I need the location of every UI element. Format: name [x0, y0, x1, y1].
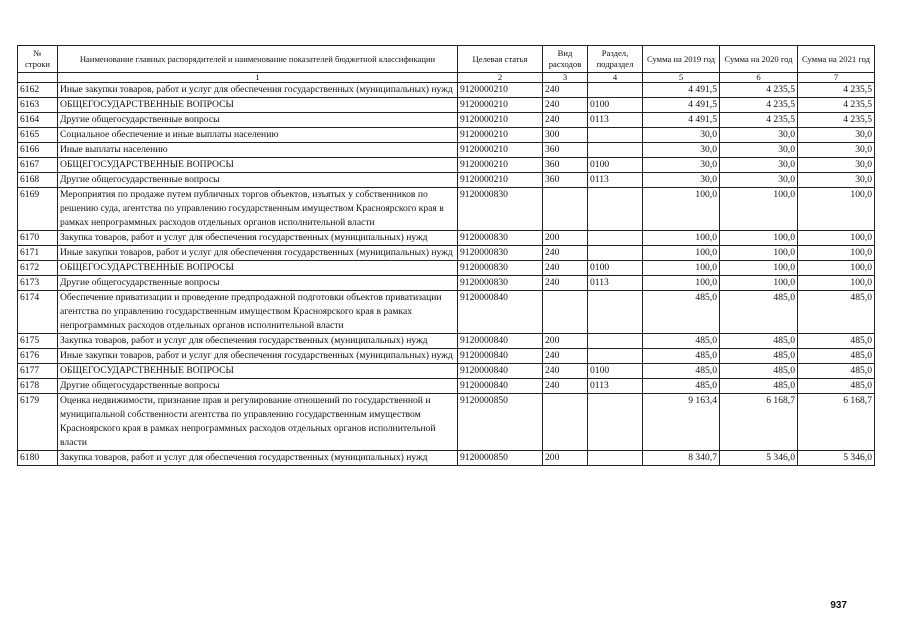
sum-2020: 4 235,5: [720, 83, 798, 98]
table-row: [18, 231, 875, 246]
sum-2019: 30,0: [643, 143, 720, 158]
section-code: [588, 451, 643, 466]
sum-2020: 485,0: [720, 334, 798, 349]
item-name: Социальное обеспечение и иные выплаты населению: [58, 128, 458, 143]
target-article: 9120000850: [458, 394, 543, 451]
sum-2019: 100,0: [643, 231, 720, 246]
target-article: 9120000830: [458, 231, 543, 246]
row-number: 6163: [18, 98, 58, 113]
section-code: [588, 291, 643, 334]
expense-type: 200: [543, 451, 588, 466]
sum-2020: 6 168,7: [720, 394, 798, 451]
sum-2021: 100,0: [798, 188, 875, 231]
sum-2020: 100,0: [720, 276, 798, 291]
target-article: 9120000830: [458, 261, 543, 276]
item-name: Закупка товаров, работ и услуг для обеспечения государственных (муниципальных) нужд: [58, 451, 458, 466]
header-sum-2021: Сумма на 2021 год: [798, 46, 875, 73]
row-number: 6166: [18, 143, 58, 158]
sum-2019: 100,0: [643, 188, 720, 231]
page-number: 937: [830, 600, 847, 611]
item-name: Другие общегосударственные вопросы: [58, 379, 458, 394]
sum-2021: 30,0: [798, 128, 875, 143]
sum-2019: 100,0: [643, 276, 720, 291]
sum-2021: 100,0: [798, 246, 875, 261]
table-row: [18, 143, 875, 158]
target-article: 9120000840: [458, 379, 543, 394]
item-name: Иные закупки товаров, работ и услуг для обеспечения государственных (муниципальных) нужд: [58, 83, 458, 98]
sum-2021: 485,0: [798, 334, 875, 349]
row-number: 6168: [18, 173, 58, 188]
expense-type: 200: [543, 231, 588, 246]
item-name: ОБЩЕГОСУДАРСТВЕННЫЕ ВОПРОСЫ: [58, 158, 458, 173]
target-article: 9120000210: [458, 113, 543, 128]
sum-2019: 4 491,5: [643, 98, 720, 113]
section-code: 0100: [588, 158, 643, 173]
table-row: [18, 334, 875, 349]
table-row: [18, 261, 875, 276]
sum-2021: 30,0: [798, 158, 875, 173]
sum-2019: 485,0: [643, 291, 720, 334]
expense-type: 360: [543, 173, 588, 188]
expense-type: [543, 188, 588, 231]
header-target-article: Целевая статья: [458, 46, 543, 73]
table-row: [18, 188, 875, 231]
header-index-cell: 6: [720, 73, 798, 83]
sum-2019: 485,0: [643, 334, 720, 349]
section-code: 0100: [588, 98, 643, 113]
sum-2019: 100,0: [643, 261, 720, 276]
sum-2021: 5 346,0: [798, 451, 875, 466]
header-index-cell: 1: [58, 73, 458, 83]
expense-type: 240: [543, 83, 588, 98]
sum-2019: 485,0: [643, 349, 720, 364]
item-name: Другие общегосударственные вопросы: [58, 173, 458, 188]
item-name: Мероприятия по продаже путем публичных торгов объектов, изъятых у собственников по решению суда, агентства по управлению государственным имуществом Красноярского края в рамках непрограммных расходов отдельных органов исполнительной власти: [58, 188, 458, 231]
sum-2021: 100,0: [798, 231, 875, 246]
sum-2020: 4 235,5: [720, 113, 798, 128]
header-expense-type: Вид расходов: [543, 46, 588, 73]
sum-2020: 5 346,0: [720, 451, 798, 466]
row-number: 6169: [18, 188, 58, 231]
section-code: [588, 143, 643, 158]
expense-type: 240: [543, 349, 588, 364]
table-row: [18, 158, 875, 173]
sum-2021: 4 235,5: [798, 83, 875, 98]
target-article: 9120000210: [458, 173, 543, 188]
sum-2021: 485,0: [798, 364, 875, 379]
sum-2019: 485,0: [643, 364, 720, 379]
row-number: 6179: [18, 394, 58, 451]
expense-type: 240: [543, 276, 588, 291]
table-row: [18, 276, 875, 291]
header-sum-2019: Сумма на 2019 год: [643, 46, 720, 73]
section-code: [588, 246, 643, 261]
table-row: [18, 451, 875, 466]
item-name: Другие общегосударственные вопросы: [58, 113, 458, 128]
section-code: [588, 128, 643, 143]
table-row: [18, 246, 875, 261]
section-code: [588, 349, 643, 364]
target-article: 9120000850: [458, 451, 543, 466]
sum-2021: 4 235,5: [798, 98, 875, 113]
table-row: [18, 291, 875, 334]
header-sum-2020: Сумма на 2020 год: [720, 46, 798, 73]
table-row: [18, 173, 875, 188]
item-name: ОБЩЕГОСУДАРСТВЕННЫЕ ВОПРОСЫ: [58, 364, 458, 379]
table-row: [18, 113, 875, 128]
expense-type: 240: [543, 261, 588, 276]
item-name: Иные закупки товаров, работ и услуг для обеспечения государственных (муниципальных) нужд: [58, 349, 458, 364]
item-name: Оценка недвижимости, признание прав и регулирование отношений по государственной и муниципальной собственности агентства по управлению государственным имуществом Красноярского края в рамках непрограммных расходов отдельных органов исполнительной власти: [58, 394, 458, 451]
section-code: 0113: [588, 173, 643, 188]
table-row: [18, 128, 875, 143]
section-code: [588, 188, 643, 231]
row-number: 6172: [18, 261, 58, 276]
section-code: 0100: [588, 261, 643, 276]
expense-type: 360: [543, 158, 588, 173]
header-index-cell: 3: [543, 73, 588, 83]
expense-type: 240: [543, 98, 588, 113]
row-number: 6173: [18, 276, 58, 291]
row-number: 6167: [18, 158, 58, 173]
item-name: Закупка товаров, работ и услуг для обеспечения государственных (муниципальных) нужд: [58, 334, 458, 349]
section-code: 0100: [588, 364, 643, 379]
sum-2020: 30,0: [720, 143, 798, 158]
expense-type: 200: [543, 334, 588, 349]
item-name: Иные закупки товаров, работ и услуг для обеспечения государственных (муниципальных) нужд: [58, 246, 458, 261]
header-index-cell: 5: [643, 73, 720, 83]
sum-2019: 4 491,5: [643, 113, 720, 128]
target-article: 9120000210: [458, 158, 543, 173]
sum-2021: 100,0: [798, 276, 875, 291]
target-article: 9120000840: [458, 334, 543, 349]
row-number: 6175: [18, 334, 58, 349]
sum-2021: 485,0: [798, 349, 875, 364]
sum-2020: 485,0: [720, 364, 798, 379]
target-article: 9120000830: [458, 276, 543, 291]
row-number: 6174: [18, 291, 58, 334]
table-row: [18, 83, 875, 98]
target-article: 9120000840: [458, 291, 543, 334]
header-section: Раздел, подраздел: [588, 46, 643, 73]
item-name: ОБЩЕГОСУДАРСТВЕННЫЕ ВОПРОСЫ: [58, 98, 458, 113]
expense-type: 240: [543, 246, 588, 261]
row-number: 6176: [18, 349, 58, 364]
sum-2019: 30,0: [643, 158, 720, 173]
header-index-cell: 2: [458, 73, 543, 83]
expense-type: 360: [543, 143, 588, 158]
item-name: Иные выплаты населению: [58, 143, 458, 158]
sum-2020: 100,0: [720, 231, 798, 246]
sum-2019: 4 491,5: [643, 83, 720, 98]
header-name: Наименование главных распорядителей и наименование показателей бюджетной классификации: [58, 46, 458, 73]
expense-type: 240: [543, 364, 588, 379]
section-code: [588, 394, 643, 451]
sum-2019: 30,0: [643, 173, 720, 188]
sum-2019: 485,0: [643, 379, 720, 394]
sum-2021: 485,0: [798, 291, 875, 334]
table-row: [18, 379, 875, 394]
sum-2021: 100,0: [798, 261, 875, 276]
sum-2020: 100,0: [720, 188, 798, 231]
target-article: 9120000830: [458, 246, 543, 261]
item-name: Закупка товаров, работ и услуг для обеспечения государственных (муниципальных) нужд: [58, 231, 458, 246]
target-article: 9120000830: [458, 188, 543, 231]
section-code: [588, 83, 643, 98]
item-name: ОБЩЕГОСУДАРСТВЕННЫЕ ВОПРОСЫ: [58, 261, 458, 276]
expense-type: [543, 291, 588, 334]
target-article: 9120000210: [458, 143, 543, 158]
sum-2021: 485,0: [798, 379, 875, 394]
sum-2021: 6 168,7: [798, 394, 875, 451]
item-name: Другие общегосударственные вопросы: [58, 276, 458, 291]
table-row: [18, 394, 875, 451]
section-code: [588, 334, 643, 349]
sum-2020: 30,0: [720, 158, 798, 173]
sum-2020: 4 235,5: [720, 98, 798, 113]
item-name: Обеспечение приватизации и проведение предпродажной подготовки объектов приватизации агентства по управлению государственным имуществом Красноярского края в рамках непрограммных расходов отдельных органов исполнительной власти: [58, 291, 458, 334]
target-article: 9120000840: [458, 364, 543, 379]
section-code: 0113: [588, 276, 643, 291]
row-number: 6165: [18, 128, 58, 143]
sum-2020: 100,0: [720, 246, 798, 261]
expense-type: 300: [543, 128, 588, 143]
row-number: 6171: [18, 246, 58, 261]
expense-type: 240: [543, 113, 588, 128]
target-article: 9120000210: [458, 98, 543, 113]
budget-table: [17, 45, 875, 466]
row-number: 6162: [18, 83, 58, 98]
section-code: 0113: [588, 113, 643, 128]
target-article: 9120000210: [458, 128, 543, 143]
sum-2019: 8 340,7: [643, 451, 720, 466]
row-number: 6178: [18, 379, 58, 394]
sum-2020: 30,0: [720, 128, 798, 143]
section-code: [588, 231, 643, 246]
sum-2020: 30,0: [720, 173, 798, 188]
table-row: [18, 364, 875, 379]
table-row: [18, 349, 875, 364]
sum-2020: 100,0: [720, 261, 798, 276]
row-number: 6180: [18, 451, 58, 466]
expense-type: 240: [543, 379, 588, 394]
sum-2019: 9 163,4: [643, 394, 720, 451]
row-number: 6170: [18, 231, 58, 246]
sum-2020: 485,0: [720, 291, 798, 334]
target-article: 9120000840: [458, 349, 543, 364]
sum-2021: 4 235,5: [798, 113, 875, 128]
header-index-cell: [18, 73, 58, 83]
expense-type: [543, 394, 588, 451]
header-index-cell: 7: [798, 73, 875, 83]
row-number: 6177: [18, 364, 58, 379]
section-code: 0113: [588, 379, 643, 394]
sum-2021: 30,0: [798, 143, 875, 158]
sum-2021: 30,0: [798, 173, 875, 188]
sum-2020: 485,0: [720, 379, 798, 394]
header-index-cell: 4: [588, 73, 643, 83]
table-row: [18, 98, 875, 113]
target-article: 9120000210: [458, 83, 543, 98]
header-row-number: № строки: [18, 46, 58, 73]
row-number: 6164: [18, 113, 58, 128]
sum-2019: 100,0: [643, 246, 720, 261]
table-body: [18, 83, 875, 466]
sum-2019: 30,0: [643, 128, 720, 143]
sum-2020: 485,0: [720, 349, 798, 364]
